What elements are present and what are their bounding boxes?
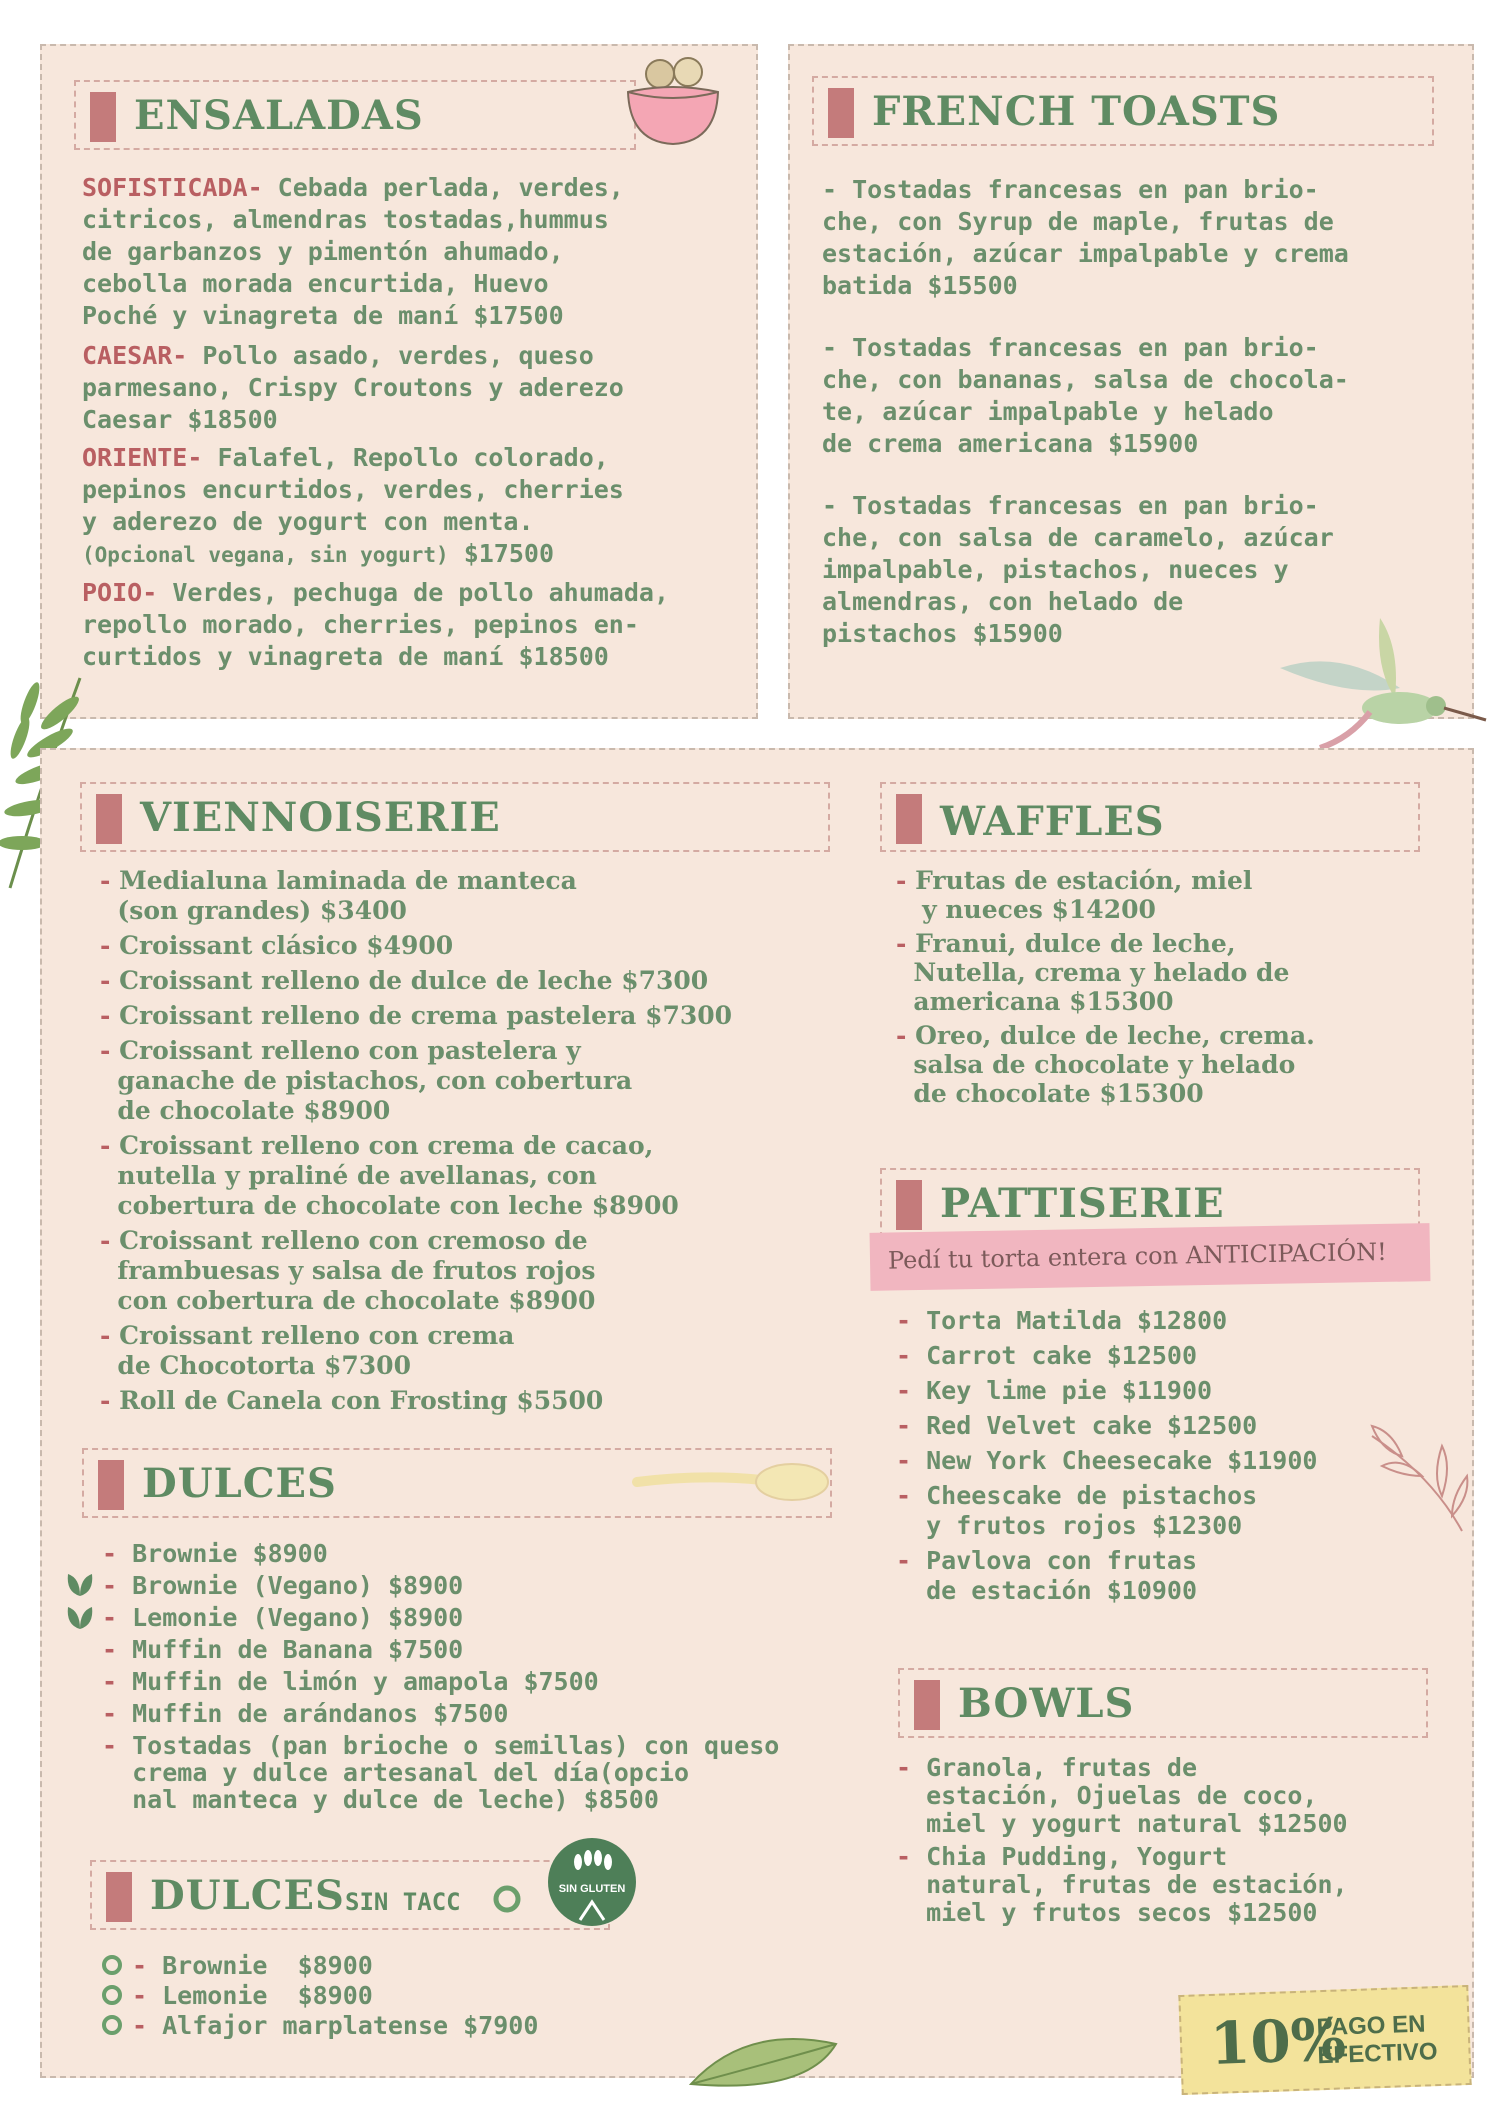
indent [896, 1782, 926, 1810]
menu-line: estación, azúcar impalpable y crema [822, 239, 1349, 268]
list-line [100, 1256, 732, 1286]
vegan-leaf-icon [64, 1570, 96, 1598]
vegan-leaf-icon [64, 1603, 96, 1631]
section-bar [914, 1680, 940, 1730]
item-name: CAESAR- [82, 341, 188, 370]
ensaladas-list [82, 172, 669, 679]
list-line [100, 1096, 732, 1126]
section-title: DULCES [142, 1460, 337, 1507]
indent [896, 1576, 926, 1606]
list-line [102, 1732, 779, 1759]
menu-line: te, azúcar impalpable y helado [822, 397, 1274, 426]
item-text: de Chocotorta $7300 [117, 1351, 411, 1380]
circle-bullet-icon [100, 1983, 124, 2007]
section-title: VIENNOISERIE [140, 794, 501, 841]
list-item [896, 1306, 1317, 1336]
list-item [100, 1036, 732, 1126]
section-subtitle: SIN TACC [345, 1888, 461, 1916]
dash-bullet: - [132, 1950, 163, 1980]
menu-line: che, con bananas, salsa de chocola- [822, 365, 1349, 394]
list-item [100, 1980, 538, 2010]
dash-bullet: - [100, 1386, 120, 1415]
dash-bullet: - [132, 1980, 163, 2010]
dash-bullet: - [100, 1036, 120, 1065]
indent [896, 1511, 926, 1541]
menu-line [82, 442, 669, 474]
list-line [896, 1899, 1348, 1927]
list-line [896, 1871, 1348, 1899]
dash-bullet: - [896, 1341, 927, 1370]
list-item [896, 1843, 1348, 1927]
dash-bullet: - [896, 1546, 927, 1575]
list-line [102, 1786, 779, 1813]
dulces-sin-tacc-header [90, 1860, 610, 1930]
spoon-icon [632, 1460, 832, 1510]
list-line [102, 1636, 779, 1663]
item-text: Cheescake de pistachos [926, 1481, 1258, 1510]
list-item [896, 1546, 1317, 1606]
menu-line: almendras, con helado de [822, 587, 1184, 616]
item-text: con cobertura de chocolate $8900 [117, 1286, 596, 1315]
viennoiserie-header [80, 782, 830, 852]
menu-line [82, 172, 669, 204]
section-title: WAFFLES [940, 798, 1165, 845]
indent [100, 1066, 117, 1096]
section-title: BOWLS [958, 1680, 1135, 1727]
list-item [100, 1001, 732, 1031]
list-line [102, 1540, 779, 1567]
section-bar [896, 794, 922, 844]
dash-bullet: - [896, 1376, 927, 1405]
indent [102, 1759, 132, 1786]
viennoiserie-list [100, 866, 732, 1421]
cash-discount-badge [1178, 1985, 1471, 2095]
list-item [896, 1341, 1317, 1371]
list-item [102, 1540, 779, 1567]
list-line [100, 1321, 732, 1351]
item-text: pepinos encurtidos, verdes, cherries [82, 475, 624, 504]
item-text: citricos, almendras tostadas,hummus [82, 205, 609, 234]
dash-bullet: - [100, 1226, 120, 1255]
menu-line: impalpable, pistachos, nueces y [822, 555, 1289, 584]
list-line [102, 1668, 779, 1695]
item-text: Nutella, crema y helado de [913, 958, 1290, 987]
menu-item [822, 174, 1349, 302]
sin-gluten-badge-icon [546, 1836, 638, 1928]
item-text: miel y yogurt natural $12500 [926, 1809, 1348, 1838]
item-text: Croissant relleno con crema de cacao, [119, 1131, 654, 1160]
list-item [102, 1604, 779, 1631]
list-line [100, 1161, 732, 1191]
list-line [100, 931, 732, 961]
list-line [100, 1001, 732, 1031]
item-text: Croissant relleno de crema pastelera $7300 [119, 1001, 733, 1030]
branch-icon [1352, 1396, 1472, 1536]
menu-line [82, 577, 669, 609]
item-text: Franui, dulce de leche, [915, 929, 1236, 958]
list-line [100, 896, 732, 926]
list-line [896, 1810, 1348, 1838]
dash-bullet: - [100, 1321, 120, 1350]
salad-bowl-icon [618, 52, 728, 152]
item-text: Muffin de arándanos $7500 [132, 1699, 509, 1728]
item-text: nal manteca y dulce de leche) $8500 [132, 1785, 659, 1814]
item-text: Brownie $8900 [162, 1950, 373, 1980]
item-text: Oreo, dulce de leche, crema. [915, 1021, 1315, 1050]
dash-bullet: - [896, 1306, 927, 1335]
item-text: estación, Ojuelas de coco, [926, 1781, 1318, 1810]
menu-item [82, 577, 669, 673]
item-text: Poché y vinagreta de maní $17500 [82, 301, 564, 330]
indent [896, 1079, 913, 1108]
discount-text [1316, 2010, 1438, 2070]
indent [100, 1096, 117, 1126]
item-text: (son grandes) $3400 [117, 896, 407, 925]
item-text: natural, frutas de estación, [926, 1870, 1348, 1899]
item-text: Red Velvet cake $12500 [926, 1411, 1258, 1440]
pattiserie-banner [870, 1223, 1431, 1291]
list-line [896, 1446, 1317, 1476]
menu-line: - Tostadas francesas en pan brio- [822, 175, 1319, 204]
list-line [100, 866, 732, 896]
leaf-icon [686, 2024, 846, 2094]
list-item [896, 1754, 1348, 1838]
list-line [896, 929, 1315, 958]
indent [896, 1899, 926, 1927]
list-line [896, 1376, 1317, 1406]
item-text: americana $15300 [913, 987, 1174, 1016]
list-line [896, 1050, 1315, 1079]
item-text: Croissant clásico $4900 [119, 931, 454, 960]
dash-bullet: - [102, 1635, 133, 1664]
item-text: ganache de pistachos, con cobertura [117, 1066, 633, 1095]
list-line [896, 1576, 1317, 1606]
item-text: frambuesas y salsa de frutos rojos [117, 1256, 596, 1285]
indent [100, 1286, 117, 1316]
item-text: Lemonie $8900 [162, 1980, 373, 2010]
section-title: ENSALADAS [134, 92, 424, 139]
item-note: (Opcional vegana, sin yogurt) [82, 543, 449, 567]
dash-bullet: - [102, 1667, 133, 1696]
menu-item [82, 340, 669, 436]
item-text: Brownie $8900 [132, 1539, 328, 1568]
item-text: Frutas de estación, miel [915, 866, 1253, 895]
item-text: Croissant relleno con pastelera y [119, 1036, 581, 1065]
list-item [100, 1131, 732, 1221]
hummingbird-icon [1260, 608, 1490, 758]
indent [896, 1871, 926, 1899]
indent [102, 1786, 132, 1813]
item-text: de estación $10900 [926, 1576, 1198, 1605]
item-text: Verdes, pechuga de pollo ahumada, [157, 578, 670, 607]
list-line [896, 895, 1315, 924]
list-line [100, 1036, 732, 1066]
item-text: Pavlova con frutas [926, 1546, 1198, 1575]
menu-line [82, 404, 669, 436]
list-line [102, 1572, 779, 1599]
menu-line [82, 474, 669, 506]
menu-item [822, 332, 1349, 460]
menu-line: de crema americana $15900 [822, 429, 1199, 458]
list-item [896, 929, 1315, 1016]
list-item [102, 1700, 779, 1727]
item-text: Chia Pudding, Yogurt [926, 1842, 1228, 1871]
list-item [102, 1572, 779, 1599]
dash-bullet: - [896, 1481, 927, 1510]
list-line [102, 1604, 779, 1631]
menu-line [82, 609, 669, 641]
list-line [896, 1754, 1348, 1782]
dulces-list [102, 1540, 779, 1818]
menu-line: che, con salsa de caramelo, azúcar [822, 523, 1334, 552]
list-item [100, 866, 732, 926]
section-bar [106, 1872, 132, 1922]
list-item [100, 1386, 732, 1416]
menu-line: - Tostadas francesas en pan brio- [822, 333, 1319, 362]
sin-gluten-badge-text: SIN GLUTEN [558, 1883, 626, 1895]
item-text: Croissant relleno con cremoso de [119, 1226, 588, 1255]
list-item [102, 1668, 779, 1695]
dash-bullet: - [100, 1001, 120, 1030]
item-text: y frutos rojos $12300 [926, 1511, 1243, 1540]
menu-line [82, 236, 669, 268]
list-line [100, 1066, 732, 1096]
item-text: Lemonie (Vegano) $8900 [132, 1603, 464, 1632]
dash-bullet: - [102, 1699, 133, 1728]
list-item [100, 1950, 538, 1980]
section-bar [896, 1180, 922, 1230]
list-line [100, 1351, 732, 1381]
discount-percent: 10% [1208, 2005, 1348, 2078]
list-line [100, 966, 732, 996]
list-line [896, 1481, 1317, 1511]
item-text: Alfajor marplatense $7900 [162, 2010, 539, 2040]
item-text: repollo morado, cherries, pepinos en- [82, 610, 639, 639]
section-title: PATTISERIE [940, 1180, 1225, 1227]
list-line [896, 1021, 1315, 1050]
section-title: DULCES [150, 1872, 345, 1919]
waffles-list [896, 866, 1315, 1113]
list-item [100, 966, 732, 996]
dash-bullet: - [896, 1842, 927, 1871]
bowls-list [896, 1754, 1348, 1932]
section-bar [96, 794, 122, 844]
item-text: Carrot cake $12500 [926, 1341, 1198, 1370]
item-text: cebolla morada encurtida, Huevo [82, 269, 549, 298]
item-text: Granola, frutas de [926, 1753, 1198, 1782]
section-bar [828, 88, 854, 138]
dash-bullet: - [102, 1539, 133, 1568]
item-name: POIO- [82, 578, 158, 607]
menu-line: che, con Syrup de maple, frutas de [822, 207, 1334, 236]
french-toasts-list [822, 174, 1349, 680]
circle-bullet-icon [100, 1953, 124, 1977]
sin-tacc-list [100, 1950, 538, 2040]
item-text: salsa de chocolate y helado [913, 1050, 1296, 1079]
menu-line: batida $15500 [822, 271, 1018, 300]
item-text: nutella y praliné de avellanas, con [117, 1161, 597, 1190]
indent [100, 1191, 117, 1221]
item-text: y nueces $14200 [913, 895, 1156, 924]
list-item [100, 1321, 732, 1381]
item-text: Key lime pie $11900 [926, 1376, 1213, 1405]
list-item [896, 1446, 1317, 1476]
list-item [100, 2010, 538, 2040]
dash-bullet: - [100, 931, 120, 960]
list-line [896, 1411, 1317, 1441]
item-text: de garbanzos y pimentón ahumado, [82, 237, 564, 266]
section-bar [90, 92, 116, 142]
dash-bullet: - [896, 929, 916, 958]
menu-item [82, 442, 669, 571]
circle-bullet-icon [492, 1884, 522, 1914]
list-line [102, 1759, 779, 1786]
list-line [896, 1079, 1315, 1108]
list-line [896, 1511, 1317, 1541]
list-line [896, 958, 1315, 987]
item-text: de chocolate $8900 [117, 1096, 391, 1125]
item-text: crema y dulce artesanal del día(opcio [132, 1758, 690, 1787]
item-text: Muffin de Banana $7500 [132, 1635, 464, 1664]
list-line [100, 1191, 732, 1221]
item-text: New York Cheesecake $11900 [926, 1446, 1318, 1475]
item-text: Falafel, Repollo colorado, [202, 443, 609, 472]
ensaladas-header [74, 80, 636, 150]
pattiserie-list [896, 1306, 1317, 1611]
menu-line [82, 268, 669, 300]
dash-bullet: - [100, 966, 120, 995]
list-item [896, 1021, 1315, 1108]
item-text: Pollo asado, verdes, queso [187, 341, 594, 370]
item-text: Roll de Canela con Frosting $5500 [119, 1386, 604, 1415]
item-name: SOFISTICADA- [82, 173, 263, 202]
bowls-header [898, 1668, 1428, 1738]
list-line [100, 1226, 732, 1256]
list-line [896, 866, 1315, 895]
item-name: ORIENTE- [82, 443, 203, 472]
list-line [896, 1341, 1317, 1371]
indent [100, 1351, 117, 1381]
menu-line [82, 641, 669, 673]
item-text: Croissant relleno de dulce de leche $7300 [119, 966, 709, 995]
menu-line: pistachos $15900 [822, 619, 1063, 648]
item-text: Medialuna laminada de manteca [119, 866, 577, 895]
item-text: curtidos y vinagreta de maní $18500 [82, 642, 609, 671]
indent [896, 1810, 926, 1838]
menu-line [82, 340, 669, 372]
menu-line [82, 204, 669, 236]
waffles-header [880, 782, 1420, 852]
list-item [896, 1481, 1317, 1541]
discount-line-2: EFECTIVO [1317, 2038, 1438, 2070]
dash-bullet: - [100, 1131, 120, 1160]
indent [100, 1161, 117, 1191]
list-item [896, 1376, 1317, 1406]
pattiserie-banner-text: Pedí tu torta entera con ANTICIPACIÓN! [887, 1237, 1388, 1275]
list-item [102, 1732, 779, 1813]
item-text: Brownie (Vegano) $8900 [132, 1571, 464, 1600]
list-item [100, 931, 732, 961]
dash-bullet: - [100, 866, 120, 895]
list-line [100, 1386, 732, 1416]
menu-line [82, 300, 669, 332]
indent [896, 958, 913, 987]
french-toasts-header [812, 76, 1434, 146]
item-text: Torta Matilda $12800 [926, 1306, 1228, 1335]
section-title: FRENCH TOASTS [872, 88, 1281, 135]
item-text: Croissant relleno con crema [119, 1321, 515, 1350]
indent [896, 895, 913, 924]
item-text: Tostadas (pan brioche o semillas) con queso [132, 1731, 780, 1760]
item-text: Cebada perlada, verdes, [262, 173, 624, 202]
item-price: $17500 [448, 539, 555, 568]
list-item [102, 1636, 779, 1663]
list-item [896, 866, 1315, 924]
menu-line: - Tostadas francesas en pan brio- [822, 491, 1319, 520]
list-item [100, 1226, 732, 1316]
menu-line [82, 372, 669, 404]
list-line [896, 1306, 1317, 1336]
item-text: parmesano, Crispy Croutons y aderezo [82, 373, 624, 402]
dash-bullet: - [896, 1446, 927, 1475]
list-line [100, 1131, 732, 1161]
item-text: Muffin de limón y amapola $7500 [132, 1667, 599, 1696]
discount-line-1: PAGO EN [1316, 2010, 1426, 2042]
list-item [896, 1411, 1317, 1441]
item-text: Caesar $18500 [82, 405, 278, 434]
indent [896, 987, 913, 1016]
indent [100, 896, 117, 926]
list-line [100, 1286, 732, 1316]
indent [896, 1050, 913, 1079]
item-text: miel y frutos secos $12500 [926, 1898, 1318, 1927]
dash-bullet: - [896, 1021, 916, 1050]
menu-line [82, 506, 669, 538]
dash-bullet: - [102, 1603, 133, 1632]
menu-line [82, 538, 669, 571]
section-bar [98, 1460, 124, 1510]
list-line [102, 1700, 779, 1727]
dash-bullet: - [896, 1753, 927, 1782]
list-line [896, 1782, 1348, 1810]
circle-bullet-icon [100, 2013, 124, 2037]
dash-bullet: - [896, 1411, 927, 1440]
item-text: de chocolate $15300 [913, 1079, 1204, 1108]
list-line [896, 1546, 1317, 1576]
item-text: y aderezo de yogurt con menta. [82, 507, 534, 536]
list-line [896, 1843, 1348, 1871]
indent [100, 1256, 117, 1286]
menu-item [82, 172, 669, 332]
dash-bullet: - [896, 866, 916, 895]
dash-bullet: - [132, 2010, 163, 2040]
dash-bullet: - [102, 1731, 133, 1760]
item-text: cobertura de chocolate con leche $8900 [117, 1191, 679, 1220]
dash-bullet: - [102, 1571, 133, 1600]
list-line [896, 987, 1315, 1016]
